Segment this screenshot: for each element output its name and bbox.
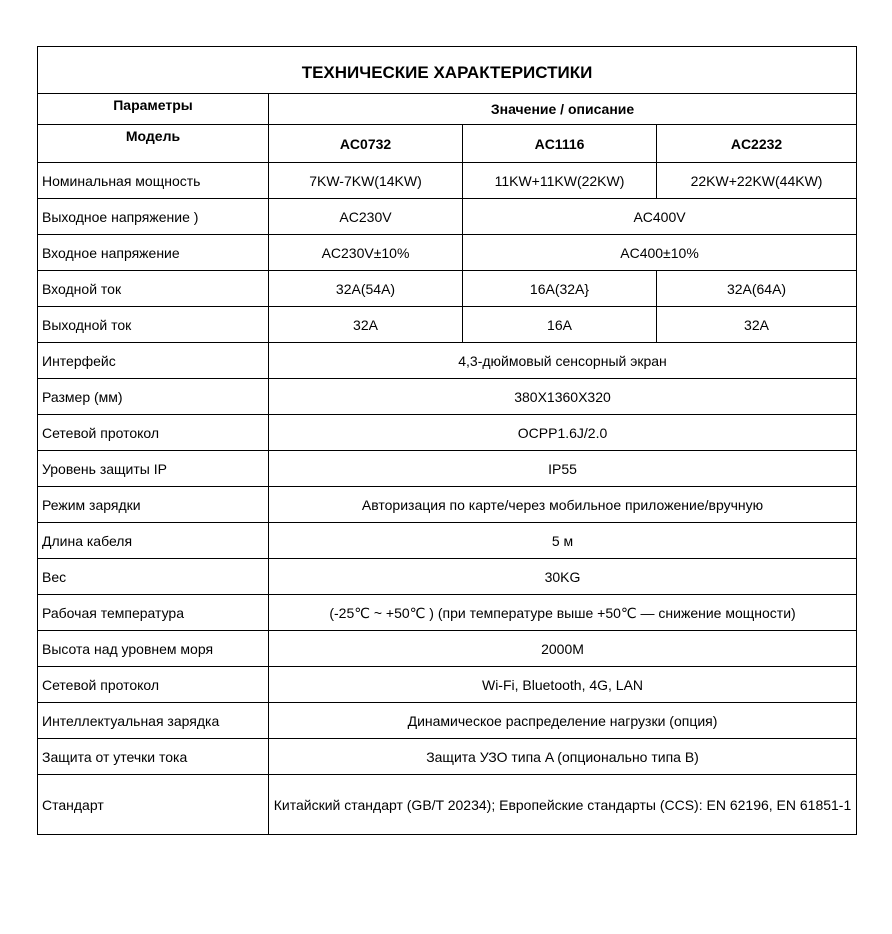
value-header: Значение / описание [269,94,857,125]
table-row [38,631,857,667]
value-cell: Авторизация по карте/через мобильное приложение/вручную [269,487,857,523]
value-cell: OCPP1.6J/2.0 [269,415,857,451]
model-row [38,125,857,163]
value-cell: 32A(54A) [269,271,463,307]
table-row [38,703,857,739]
spec-table [37,46,857,835]
table-row [38,163,857,199]
param-label: Стандарт [38,775,269,835]
param-label: Номинальная мощность [38,163,269,199]
param-label: Выходное напряжение ) [38,199,269,235]
table-row [38,235,857,271]
value-cell: Динамическое распределение нагрузки (опция) [269,703,857,739]
title-row [38,47,857,94]
table-row [38,775,857,835]
value-cell: 16A [463,307,657,343]
value-cell: 32A(64A) [657,271,857,307]
param-label: Рабочая температура [38,595,269,631]
param-label: Высота над уровнем моря [38,631,269,667]
param-label: Интеллектуальная зарядка [38,703,269,739]
model-header: Модель [38,125,269,163]
table-row [38,523,857,559]
param-label: Интерфейс [38,343,269,379]
param-label: Защита от утечки тока [38,739,269,775]
table-row [38,343,857,379]
value-cell: 380X1360X320 [269,379,857,415]
table-row [38,307,857,343]
table-row [38,667,857,703]
table-title: ТЕХНИЧЕСКИЕ ХАРАКТЕРИСТИКИ [38,47,857,94]
value-cell: AC230V±10% [269,235,463,271]
header-row [38,94,857,125]
value-cell: AC400V [463,199,857,235]
param-label: Выходной ток [38,307,269,343]
value-cell: AC230V [269,199,463,235]
table-row [38,415,857,451]
param-label: Режим зарядки [38,487,269,523]
table-row [38,559,857,595]
param-label: Входное напряжение [38,235,269,271]
param-label: Сетевой протокол [38,667,269,703]
model-ac0732: AC0732 [269,125,463,163]
params-header: Параметры [38,94,269,125]
table-row [38,595,857,631]
value-cell: Китайский стандарт (GB/T 20234); Европейские стандарты (CCS): EN 62196, EN 61851-1 [269,775,857,835]
value-cell: 11KW+11KW(22KW) [463,163,657,199]
param-label: Сетевой протокол [38,415,269,451]
param-label: Длина кабеля [38,523,269,559]
value-cell: AC400±10% [463,235,857,271]
value-cell: 2000M [269,631,857,667]
table-row [38,487,857,523]
value-cell: (-25℃ ~ +50℃ ) (при температуре выше +50℃ — снижение мощности) [269,595,857,631]
param-label: Размер (мм) [38,379,269,415]
model-ac1116: AC1116 [463,125,657,163]
model-ac2232: AC2232 [657,125,857,163]
value-cell: 32A [657,307,857,343]
param-label: Уровень защиты IP [38,451,269,487]
table-row [38,379,857,415]
value-cell: 4,3-дюймовый сенсорный экран [269,343,857,379]
value-cell: 32A [269,307,463,343]
value-cell: 7KW-7KW(14KW) [269,163,463,199]
table-row [38,739,857,775]
value-cell: 16A(32A} [463,271,657,307]
table-row [38,199,857,235]
value-cell: 30KG [269,559,857,595]
table-row [38,271,857,307]
value-cell: 5 м [269,523,857,559]
value-cell: Защита УЗО типа A (опционально типа B) [269,739,857,775]
table-row [38,451,857,487]
value-cell: Wi-Fi, Bluetooth, 4G, LAN [269,667,857,703]
value-cell: 22KW+22KW(44KW) [657,163,857,199]
value-cell: IP55 [269,451,857,487]
param-label: Вес [38,559,269,595]
param-label: Входной ток [38,271,269,307]
